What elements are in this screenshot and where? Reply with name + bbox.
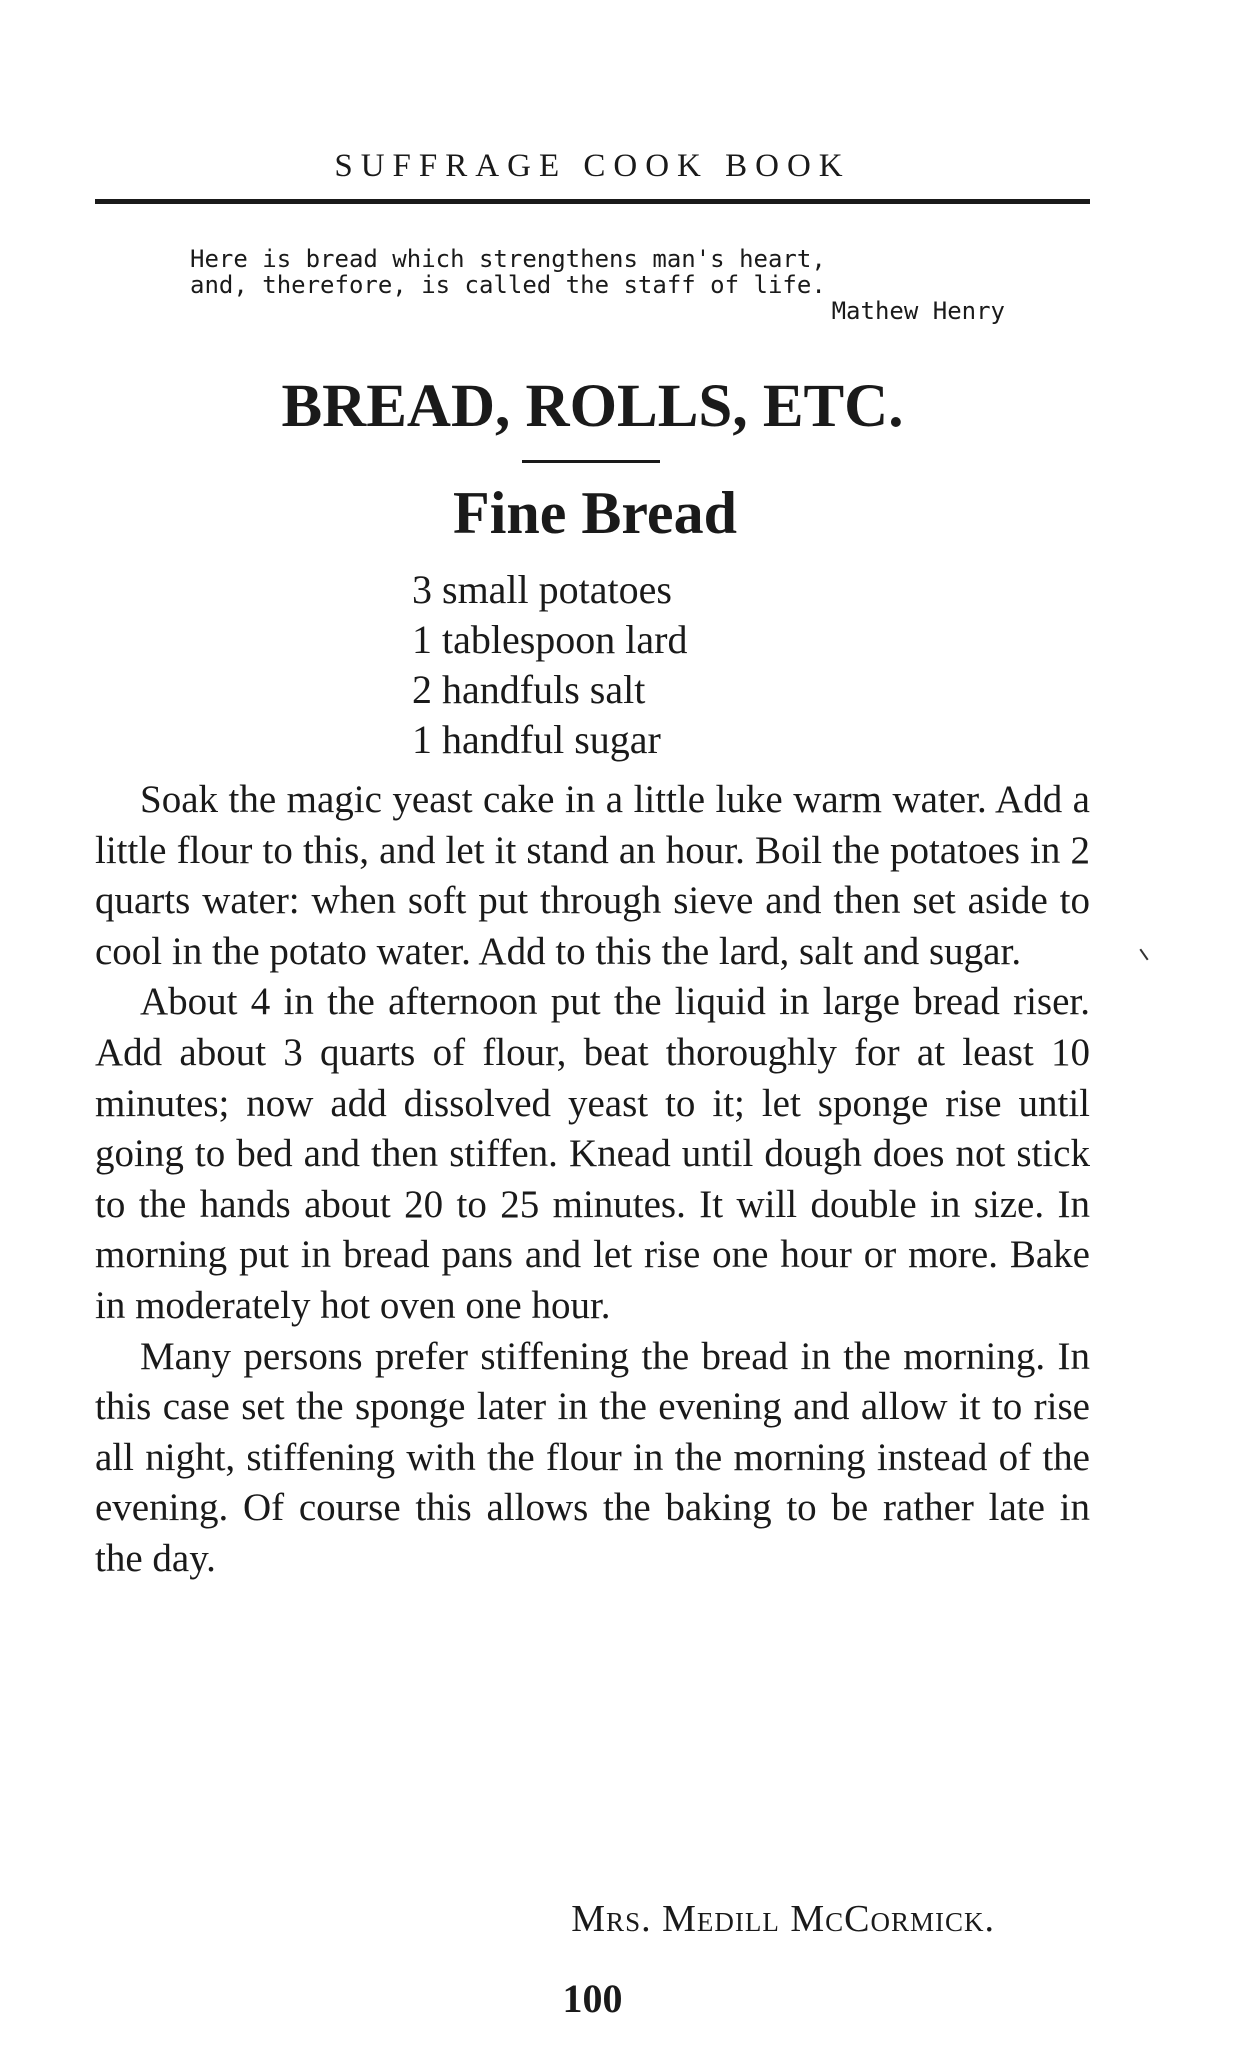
page-number: 100 bbox=[562, 1976, 623, 2021]
epigraph-author: Mathew Henry bbox=[831, 297, 1005, 325]
recipe-title: Fine Bread bbox=[453, 480, 737, 546]
title-divider bbox=[522, 460, 660, 463]
ingredient-list bbox=[412, 565, 688, 765]
epigraph-line: and, therefore, is called the staff of life. bbox=[190, 271, 826, 299]
ingredient-item: 2 handfuls salt bbox=[412, 667, 646, 712]
instruction-paragraph: Soak the magic yeast cake in a little luke warm water. Add a little flour to this, and let it stand an hour. Boil the potatoes in 2 quarts water: when soft put through sieve and then set aside to cool in the potato water. Add to this the lard, salt and sugar. bbox=[95, 778, 1090, 973]
ingredient-item: 3 small potatoes bbox=[412, 567, 672, 612]
section-title: BREAD, ROLLS, ETC. bbox=[281, 373, 904, 440]
header-rule bbox=[95, 199, 1090, 204]
running-head: SUFFRAGE COOK BOOK bbox=[334, 148, 851, 184]
epigraph-line: Here is bread which strengthens man's heart, bbox=[190, 245, 826, 273]
print-speck bbox=[1139, 949, 1148, 961]
epigraph bbox=[190, 246, 1005, 324]
ingredient-item: 1 handful sugar bbox=[412, 717, 661, 762]
ingredient-item: 1 tablespoon lard bbox=[412, 617, 688, 662]
recipe-instructions bbox=[95, 775, 1090, 1585]
recipe-contributor: Mrs. Medill McCormick. bbox=[571, 1898, 995, 1940]
instruction-paragraph: Many persons prefer stiffening the bread in the morning. In this case set the sponge later in the evening and allow it to rise all night, stiffening with the flour in the morning instead of the evening. Of course this allows the baking to be rather late in the day. bbox=[95, 1334, 1090, 1580]
instruction-paragraph: About 4 in the afternoon put the liquid in large bread riser. Add about 3 quarts of flour, beat thoroughly for at least 10 minutes; now add dissolved yeast to it; let sponge rise until going to bed and then stiffen. Knead until dough does not stick to the hands about 20 to 25 minutes. It will double in size. In morning put in bread pans and let rise one hour or more. Bake in moderately hot oven one hour. bbox=[95, 980, 1090, 1327]
